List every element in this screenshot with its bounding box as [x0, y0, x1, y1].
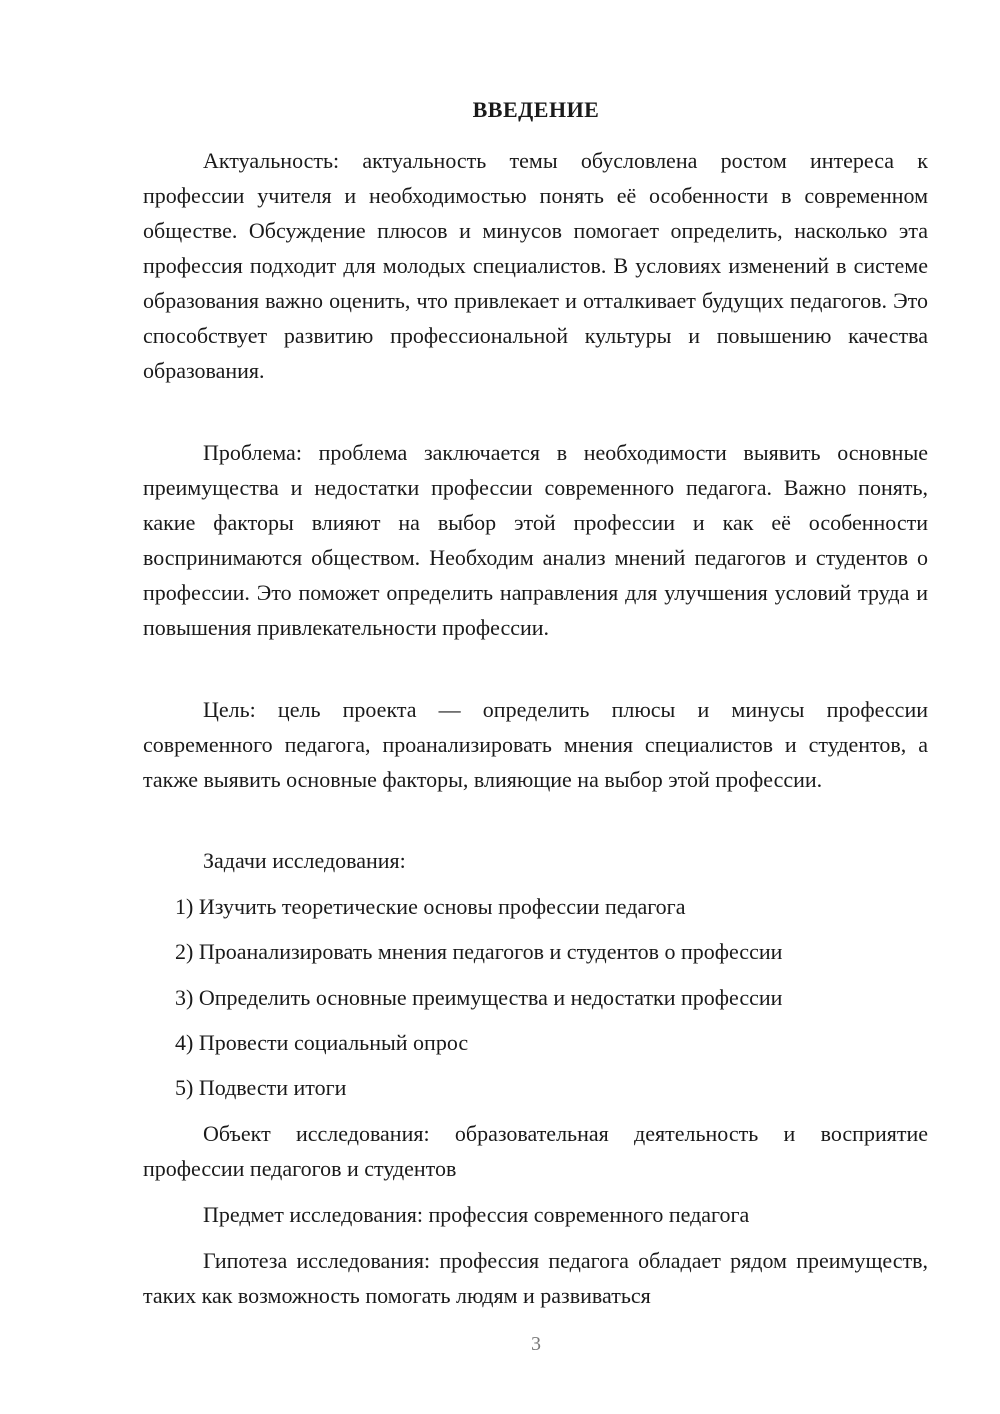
- problem-paragraph: Проблема: проблема заключается в необходимости выявить основные преимущества и недостатки профессии современного педагога. Важно понять, какие факторы влияют на выбор этой профессии и как её особенности воспринимаются обществом. Необходим анализ мнений педагогов и студентов о профессии. Это поможет определить направления для улучшения условий труда и повышения привлекательности профессии.: [143, 440, 928, 640]
- page-number: 3: [531, 1333, 541, 1355]
- task-item-2: 2) Проанализировать мнения педагогов и студентов о профессии: [175, 939, 783, 964]
- task-item-1: 1) Изучить теоретические основы профессии педагога: [175, 894, 686, 919]
- section-heading: ВВЕДЕНИЕ: [472, 97, 600, 122]
- subject-paragraph: Предмет исследования: профессия современного педагога: [203, 1202, 750, 1227]
- relevance-paragraph: Актуальность: актуальность темы обусловлена ростом интереса к профессии учителя и необходимостью понять её особенности в современном обществе. Обсуждение плюсов и минусов помогает определить, насколько эта профессия подходит для молодых специалистов. В условиях изменений в системе образования важно оценить, что привлекает и отталкивает будущих педагогов. Это способствует развитию профессиональной культуры и повышению качества образования.: [143, 148, 928, 383]
- goal-paragraph: Цель: цель проекта — определить плюсы и минусы профессии современного педагога, проанализировать мнения специалистов и студентов, а также выявить основные факторы, влияющие на выбор этой профессии.: [143, 697, 928, 792]
- task-item-4: 4) Провести социальный опрос: [175, 1030, 469, 1055]
- tasks-title: Задачи исследования:: [203, 848, 406, 873]
- object-paragraph: Объект исследования: образовательная деятельность и восприятие профессии педагогов и студентов: [143, 1121, 928, 1181]
- task-item-3: 3) Определить основные преимущества и недостатки профессии: [175, 985, 783, 1010]
- hypothesis-paragraph: Гипотеза исследования: профессия педагога обладает рядом преимуществ, таких как возможность помогать людям и развиваться: [143, 1248, 928, 1308]
- task-item-5: 5) Подвести итоги: [175, 1075, 347, 1100]
